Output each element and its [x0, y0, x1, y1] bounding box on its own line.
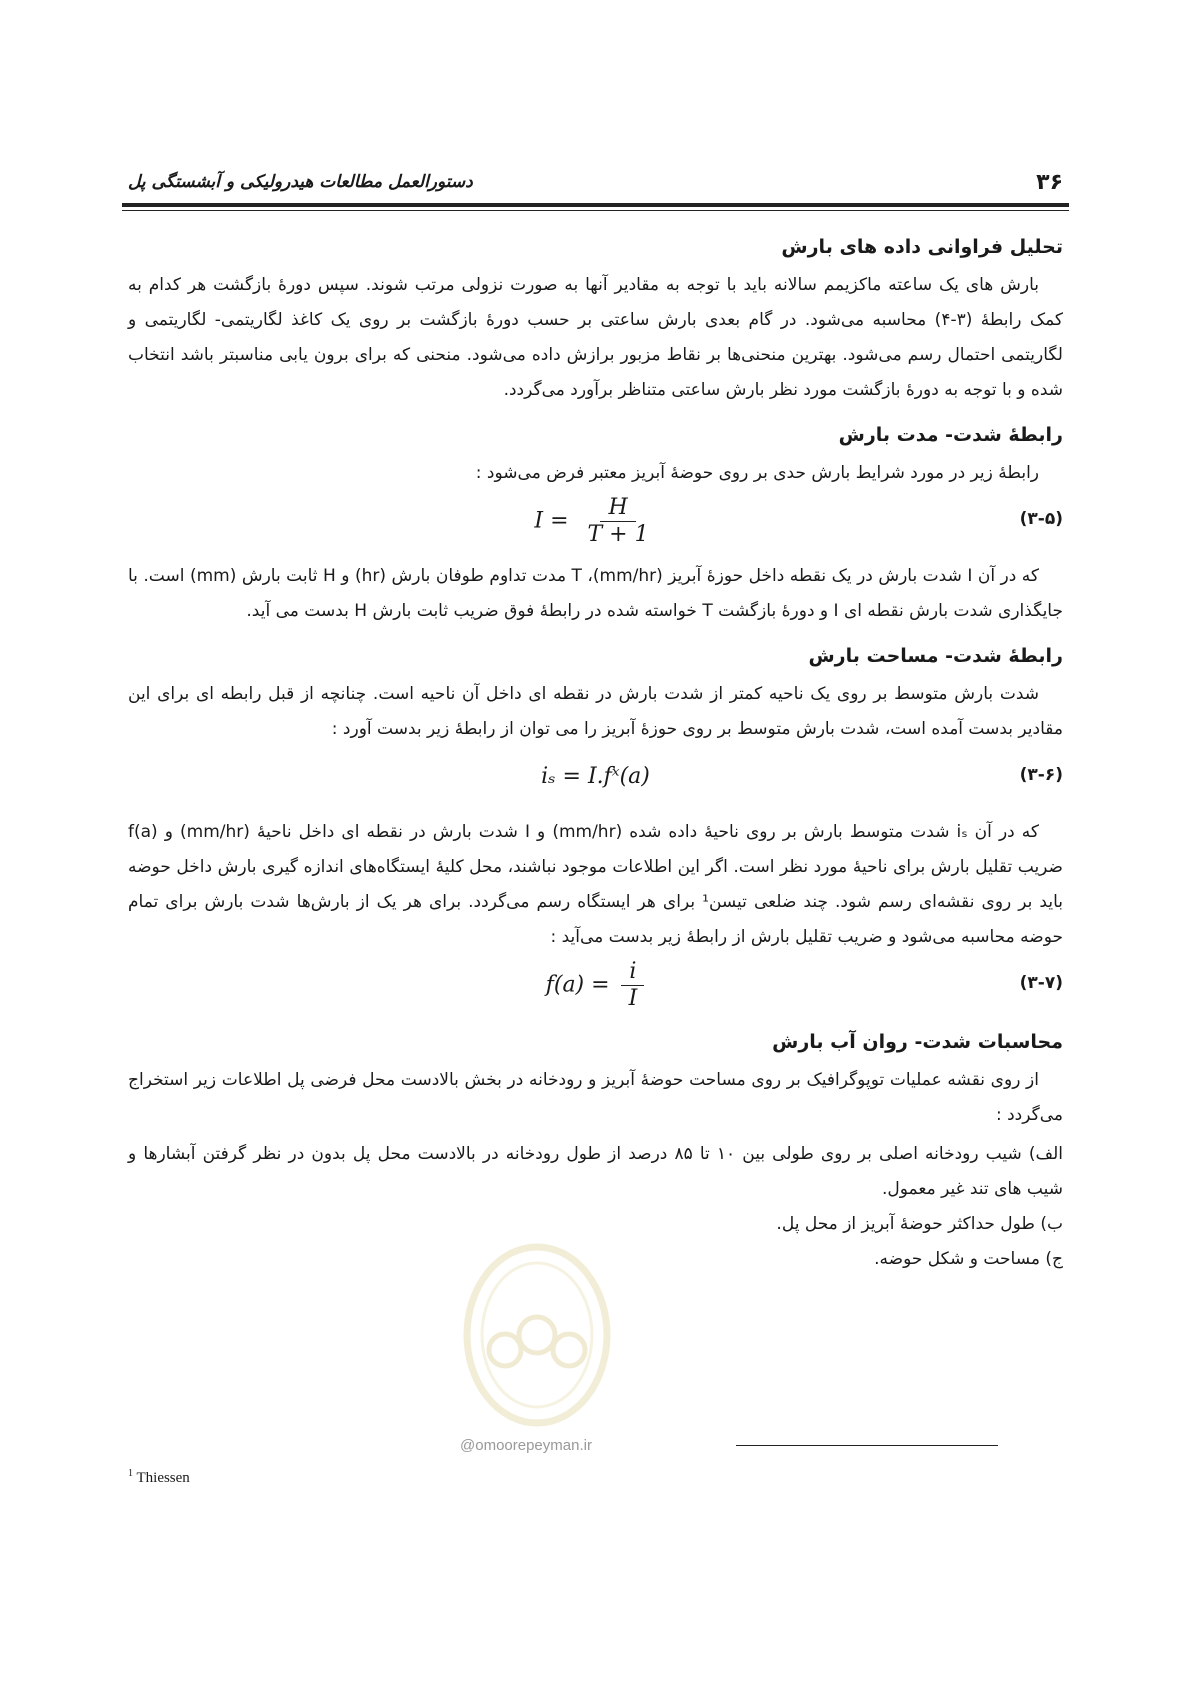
equation-number: (۳-۵)	[1019, 509, 1063, 529]
fraction-denominator: I	[628, 986, 638, 1011]
paragraph-intensity-duration-intro: رابطهٔ زیر در مورد شرایط بارش حدی بر روی حوضهٔ آبریز معتبر فرض می‌شود :	[475, 463, 1039, 483]
header-rule-thick	[122, 203, 1069, 207]
equation-fraction	[580, 495, 657, 548]
equation-3-5	[128, 495, 1063, 551]
fraction-numerator: H	[600, 495, 635, 522]
paragraph-intensity-runoff-intro: از روی نقشه عملیات توپوگرافیک بر روی مساحت حوضهٔ آبریز و رودخانه در بخش بالادست محل فرضی پل اطلاعات زیر استخراج می‌گردد :	[128, 1070, 1063, 1125]
equation-fraction	[621, 959, 646, 1012]
footnote-text: Thiessen	[136, 1470, 190, 1486]
fraction-numerator: i	[621, 959, 644, 986]
equation-body	[128, 959, 1063, 1012]
equation-number: (۳-۶)	[1019, 765, 1063, 785]
footnote-mark: 1	[128, 1468, 133, 1479]
list-item-b: ب) طول حداکثر حوضهٔ آبریز از محل پل.	[776, 1214, 1063, 1234]
equation-3-7	[128, 959, 1063, 1015]
equation-3-6	[128, 751, 1063, 807]
paragraph-intensity-area-intro: شدت بارش متوسط بر روی یک ناحیه کمتر از شدت بارش در نقطه ای داخل آن ناحیه است. چنانچه از قبل رابطه ای برای این مقادیر بدست آمده است، شدت بارش متوسط بر روی حوزهٔ آبریز را می توان از رابطهٔ زیر بدست آورد :	[128, 684, 1063, 739]
heading-intensity-duration: رابطهٔ شدت- مدت بارش	[838, 424, 1063, 446]
fraction-denominator: T + 1	[587, 522, 649, 547]
list-item-a: الف) شیب رودخانه اصلی بر روی طولی بین ۱۰ تا ۸۵ درصد از طول رودخانه در بالادست محل پل بدون در نظر گرفتن آبشارها و شیب های تند غیر معمول.	[128, 1144, 1063, 1199]
heading-frequency-analysis: تحلیل فراوانی داده های بارش	[781, 236, 1063, 258]
page-number: ۳۶	[1036, 170, 1063, 195]
footnote-rule	[736, 1445, 998, 1446]
running-head	[128, 170, 1063, 198]
equation-number: (۳-۷)	[1019, 973, 1063, 993]
list-item-c: ج) مساحت و شکل حوضه.	[874, 1249, 1063, 1269]
equation-lhs: I =	[534, 508, 569, 534]
footnote	[128, 1468, 190, 1487]
paragraph-intensity-area-definitions: که در آن iₛ شدت متوسط بارش بر روی ناحیهٔ داده شده (mm/hr) و I شدت بارش در نقطه ای داخل ناحیهٔ (mm/hr) و f(a) ضریب تقلیل بارش برای ناحیهٔ مورد نظر است. اگر این اطلاعات موجود نباشند، محل کلیهٔ ایستگاه‌های اندازه گیری بارش داخل حوضه باید بر روی نقشه‌ای رسم شود. چند ضلعی تیسن¹ برای هر ایستگاه رسم می‌گردد. برای هر یک از بارش‌ها شدت بارش برای تمام حوضه محاسبه می‌شود و ضریب تقلیل بارش از رابطهٔ زیر بدست می‌آید :	[128, 822, 1063, 947]
book-title: دستورالعمل مطالعات هیدرولیکی و آبشستگی پل	[128, 172, 473, 192]
header-rule-thin	[122, 210, 1069, 211]
heading-intensity-area: رابطهٔ شدت- مساحت بارش	[808, 645, 1063, 667]
body-content	[128, 220, 1063, 1277]
paragraph-frequency-analysis: بارش های یک ساعته ماکزیمم سالانه باید با توجه به مقادیر آنها به صورت نزولی مرتب شوند. سپس دورهٔ بازگشت هر کدام به کمک رابطهٔ (۳-۴) محاسبه می‌شود. در گام بعدی بارش ساعتی بر حسب دورهٔ بازگشت بر روی یک کاغذ لگاریتمی- لگاریتمی و لگاریتمی احتمال رسم می‌شود. بهترین منحنی‌ها بر نقاط مزبور برازش داده می‌شود. منحنی که برای برون یابی مناسبتر باشد انتخاب شده و با توجه به دورهٔ بازگشت مورد نظر بارش ساعتی متناظر برآورد می‌گردد.	[128, 275, 1063, 400]
heading-intensity-runoff: محاسبات شدت- روان آب بارش	[772, 1031, 1063, 1053]
paragraph-intensity-duration-definitions: که در آن I شدت بارش در یک نقطه داخل حوزهٔ آبریز (mm/hr)، T مدت تداوم طوفان بارش (hr) و H ثابت بارش (mm) است. با جایگذاری شدت بارش نقطه ای I و دورهٔ بازگشت T خواسته شده در رابطهٔ فوق ضریب ثابت بارش H بدست می آید.	[128, 566, 1063, 621]
watermark-seal-icon	[455, 1235, 620, 1435]
equation-lhs: f(a) =	[545, 972, 610, 998]
watermark-text: @omoorepeyman.ir	[460, 1437, 592, 1454]
equation-body: iₛ = I.fˣ(a)	[541, 764, 650, 789]
equation-body	[128, 495, 1063, 548]
